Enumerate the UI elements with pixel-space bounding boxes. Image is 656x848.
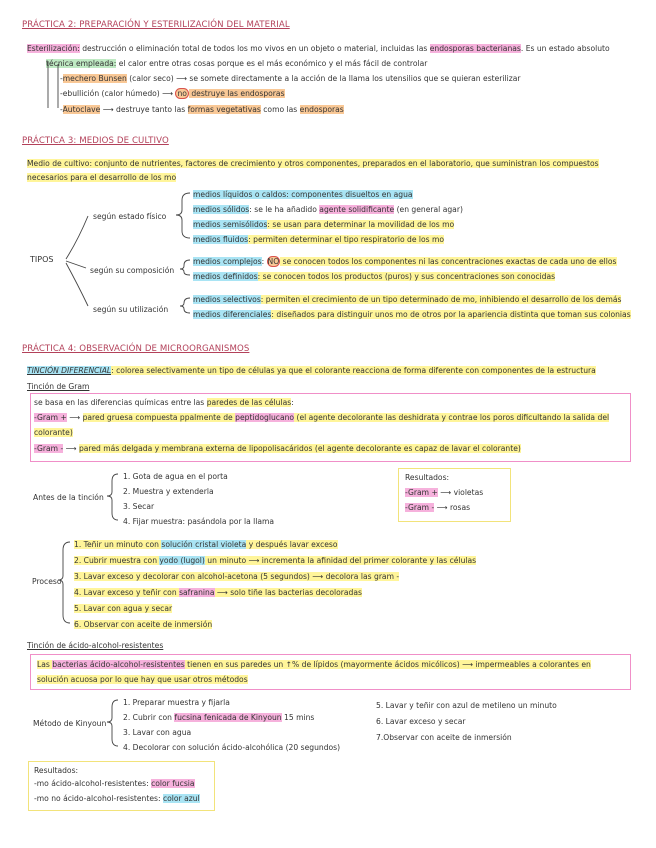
brace-fisico (176, 193, 190, 238)
res2-title: Resultados: (34, 766, 79, 775)
proc5: 5. Lavar con agua y secar (74, 604, 173, 613)
term-diferenciales: medios diferenciales (193, 310, 272, 319)
definidos-text: : se conocen todos los productos (puros) y sus concentraciones son conocidas (257, 272, 556, 281)
proceso-label: Proceso (32, 577, 62, 586)
k2c: 15 mins (281, 713, 315, 722)
branch-fisico (66, 216, 88, 259)
hl-fucsina: fucsina fenicada de Kinyoun (174, 713, 282, 722)
no-circle: no (177, 89, 187, 98)
hl-endosporas2: endosporas (299, 105, 344, 114)
semisolidos-text: : se usan para determinar la movilidad de los mo (267, 220, 455, 229)
group-composicion: según su composición (90, 266, 175, 275)
gram-title: Tinción de Gram (27, 382, 90, 391)
brace-proceso (58, 542, 70, 623)
brace-utilizacion (180, 298, 190, 313)
solidos-tail: (en general agar) (394, 205, 463, 214)
def-tail: . Es un estado absoluto (520, 44, 610, 53)
hl-peptidoglucano: peptidoglucano (235, 413, 295, 422)
proc2c: un minuto ⟶ incrementa la afinidad del primer colorante y las células (204, 556, 477, 565)
term-tincion: TINCIÓN DIFERENCIAL (27, 366, 112, 375)
k2a: 2. Cubrir con (123, 713, 175, 722)
p4-heading: PRÁCTICA 4: OBSERVACIÓN DE MICROORGANISMOS (22, 344, 250, 354)
hl-safranina: safranina (179, 588, 215, 597)
hl-fucsia: color fucsia (151, 779, 195, 788)
kinyoun-step-5: 5. Lavar y teñir con azul de metileno un minuto (376, 701, 557, 710)
gram-l3: colorante) (34, 428, 73, 437)
selectivos-text: : permiten el crecimiento de un tipo determinado de mo, inhibiendo el desarrollo de los demás (260, 295, 622, 304)
res1-b2: ⟶ rosas (434, 503, 471, 512)
gram-l1c: : (291, 398, 294, 407)
group-fisico: según estado físico (93, 212, 167, 221)
group-utilizacion: según su utilización (93, 305, 169, 314)
term-definidos: medios definidos (193, 272, 258, 281)
acido-l1a: Las (37, 660, 53, 669)
branch-composicion (66, 261, 86, 268)
gram-l1a: se basa en las diferencias químicas entre las (34, 398, 207, 407)
hl-azul: color azul (162, 794, 200, 803)
solidos-text: : se le ha añadido (249, 205, 320, 214)
proc4a: 4. Lavar exceso y teñir con (74, 588, 180, 597)
acido-l2: solución acuosa por lo que hay que usar otros métodos (37, 675, 248, 684)
hl-paredes: paredes de las células (206, 398, 292, 407)
term-autoclave: Autoclave (62, 105, 101, 114)
antes-step-2: 2. Muestra y extenderla (123, 487, 214, 496)
kinyoun-step-7: 7.Observar con aceite de inmersión (376, 733, 512, 742)
autoclave-text: ⟶ destruye tanto las (100, 105, 188, 114)
autoclave-mid: como las (260, 105, 300, 114)
ebullicion-text: ebullición (calor húmedo) ⟶ (62, 89, 176, 98)
antes-step-4: 4. Fijar muestra: pasándola por la llama (123, 517, 275, 526)
res1-a: -Gram + (405, 488, 438, 497)
tecnica-text: el calor entre otras cosas porque es el más económico y el más fácil de controlar (116, 59, 428, 68)
term-esterilizacion: Esterilización: (27, 44, 80, 53)
proc3: 3. Lavar exceso y decolorar con alcohol-acetona (5 segundos) ⟶ decolora las gram - (74, 572, 400, 581)
p2-ebullicion: -ebullición (calor húmedo) ⟶ no destruye las endosporas (60, 89, 285, 98)
term-solidos: medios sólidos (193, 205, 250, 214)
term-selectivos: medios selectivos (193, 295, 261, 304)
kinyoun-step-6: 6. Lavar exceso y secar (376, 717, 466, 726)
hl-destruye: destruye las endosporas (188, 89, 285, 98)
mechero-text: (calor seco) ⟶ se somete directamente a la acción de la llama los utensilios que se quieran esterilizar (126, 74, 521, 83)
p2-heading: PRÁCTICA 2: PREPARACIÓN Y ESTERILIZACIÓN DEL MATERIAL (22, 20, 290, 30)
gram-plus: -Gram + (34, 413, 67, 422)
kinyoun-step-1: 1. Preparar muestra y fijarla (123, 698, 230, 707)
antes-label: Antes de la tinción (33, 493, 104, 502)
p2-mechero: -mechero Bunsen (calor seco) ⟶ se somete directamente a la acción de la llama los utensilios que se quieran esterilizar (60, 74, 521, 83)
term-complejos: medios complejos (193, 257, 262, 266)
item-complejos: medios complejos: NO se conocen todos los componentes ni las concentraciones exactas de cada uno de ellos (193, 257, 617, 266)
proc1a: 1. Teñir un minuto con (74, 540, 162, 549)
p3-heading: PRÁCTICA 3: MEDIOS DE CULTIVO (22, 136, 169, 146)
def1-text: : conjunto de nutrientes, factores de crecimiento y otros componentes, preparados en el laboratorio, que suministran los compuestos (89, 159, 599, 168)
term-tecnica: técnica empleada: (46, 59, 117, 68)
arrow: ⟶ (66, 413, 83, 422)
res1-title: Resultados: (405, 473, 450, 482)
res1-b: -Gram - (405, 503, 435, 512)
hl-agente: agente solidificante (319, 205, 395, 214)
acido-title: Tinción de ácido-alcohol-resistentes (27, 641, 164, 650)
term-semisolidos: medios semisólidos (193, 220, 268, 229)
gram-minus: -Gram - (34, 444, 64, 453)
hl-yodo: yodo (lugol) (159, 556, 205, 565)
hl-cristal: solución cristal violeta (161, 540, 247, 549)
kinyoun-step-4: 4. Decolorar con solución ácido-alcohólica (20 segundos) (123, 743, 341, 752)
proc2a: 2. Cubrir muestra con (74, 556, 160, 565)
brace-kinyoun (107, 700, 118, 746)
brace-antes (107, 474, 118, 520)
def-text: destrucción o eliminación total de todos los mo vivos en un objeto o material, incluidas las (79, 44, 430, 53)
def2-text: necesarios para el desarrollo de los mo (27, 173, 177, 182)
term-mechero: mechero Bunsen (62, 74, 127, 83)
res2-b: -mo no ácido-alcohol-resistentes: (34, 794, 163, 803)
tipos-label: TIPOS (30, 255, 54, 264)
arrow-2: ⟶ (63, 444, 79, 453)
hl-pared-delgada: pared más delgada y membrana externa de lipopolisacáridos (78, 444, 313, 453)
fluidos-text: : permiten determinar el tipo respiratorio de los mo (248, 235, 445, 244)
kinyoun-step-3: 3. Lavar con agua (123, 728, 192, 737)
antes-step-3: 3. Secar (123, 502, 155, 511)
branch-utilizacion (66, 263, 88, 306)
gram-l4d: (el agente decolorante es capaz de lavar el colorante) (312, 444, 521, 453)
res2-a: -mo ácido-alcohol-resistentes: (34, 779, 152, 788)
hl-endosporas: endosporas bacterianas (429, 44, 521, 53)
term-liquidos: medios líquidos o caldos (193, 190, 287, 199)
kinyoun-label: Método de Kinyoun (33, 719, 107, 728)
p2-autoclave: -Autoclave ⟶ destruye tanto las formas vegetativas como las endosporas (60, 105, 344, 114)
hl-baar: bacterias ácido-alcohol-resistentes (52, 660, 185, 669)
no-circle-2: NO (267, 257, 280, 266)
hl-formas: formas vegetativas (187, 105, 261, 114)
proc4c: ⟶ solo tiñe las bacterias decoloradas (214, 588, 362, 597)
acido-l1c: tienen en sus paredes un ↑% de lípidos (mayormente ácidos micólicos) ⟶ impermeables a colorantes en (184, 660, 591, 669)
hl-pared-gruesa: pared gruesa (82, 413, 133, 422)
proc1c: y después lavar exceso (246, 540, 338, 549)
term-medio: Medio de cultivo (27, 159, 90, 168)
antes-step-1: 1. Gota de agua en el porta (123, 472, 228, 481)
brace-composicion (180, 260, 190, 275)
res1-a2: ⟶ violetas (437, 488, 484, 497)
diferenciales-text: : diseñados para distinguir unos mo de otros por la apariencia distinta que toman sus colonias (271, 310, 631, 319)
gram-l2d: compuesta ppalmente de (132, 413, 236, 422)
gram-l2f: (el agente decolorante las deshidrata y contrae los poros dificultando la salida del (294, 413, 610, 422)
term-fluidos: medios fluidos (193, 235, 249, 244)
liquidos-text: : componentes disueltos en agua (286, 190, 413, 199)
tincion-text: : colorea selectivamente un tipo de células ya que el colorante reacciona de forma diferente con componentes de la estructura (111, 366, 596, 375)
proc6: 6. Observar con aceite de inmersión (74, 620, 213, 629)
complejos-text: se conocen todos los componentes ni las concentraciones exactas de cada uno de ellos (280, 257, 617, 266)
